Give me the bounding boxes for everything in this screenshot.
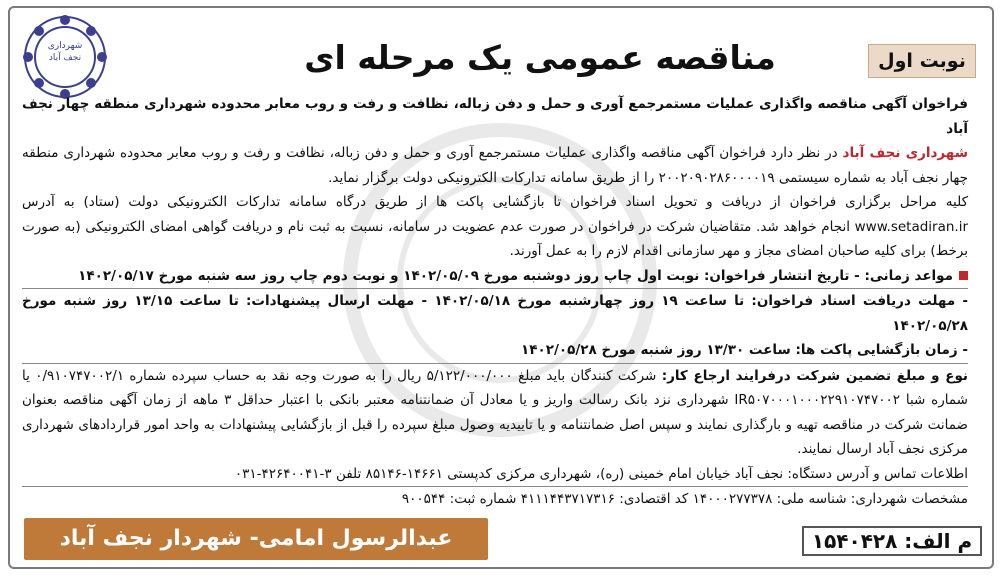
guarantee-text-1: شرکت کنندگان باید مبلغ ۵/۱۲۲/۰۰۰/۰۰۰ ریال را به صورت وجه نقد به حساب سپرده شماره ۰/۹۱۰۷۴۷۰۰۲/۱ یا شماره شبا bbox=[22, 367, 968, 408]
reference-number: م الف: ۱۵۴۰۴۲۸ bbox=[802, 526, 982, 556]
headline: فراخوان آگهی مناقصه واگذاری عملیات مستمرجمع آوری و حمل و دفن زباله، نظافت و رفت و روب معابر محدوده شهرداری منطقه چهار نجف آباد bbox=[22, 96, 968, 137]
paragraph-1-text-2: منطقه چهار نجف آباد به شماره سیستمی ۲۰۰۲۰۹۰۲۸۶۰۰۰۰۱۹ را از طریق سامانه تدارکات الکترونیکی دولت برگزار نماید. bbox=[22, 145, 968, 186]
red-square-bullet-icon bbox=[959, 271, 968, 280]
paragraph-1 bbox=[22, 141, 968, 190]
turn-badge: نوبت اول bbox=[868, 44, 976, 78]
docs-deadline: - مهلت دریافت اسناد فراخوان: تا ساعت ۱۹ روز چهارشنبه مورخ ۱۴۰۲/۰۵/۱۸ bbox=[434, 293, 969, 309]
municipality-specs: مشخصات شهرداری: شناسه ملی: ۱۴۰۰۰۲۷۷۳۷۸ کد اقتصادی: ۴۱۱۱۴۴۳۷۱۷۳۱۶ شماره ثبت: ۹۰۰۵۴۴ bbox=[401, 491, 968, 507]
dates-heading: مواعد زمانی: bbox=[864, 267, 953, 284]
organization-name: شهرداری نجف آباد bbox=[842, 145, 968, 161]
bids-deadline: - مهلت ارسال پیشنهادات: تا ساعت ۱۳/۱۵ روز شنبه مورخ ۱۴۰۲/۰۵/۲۸ bbox=[22, 293, 968, 334]
guarantee-paragraph bbox=[22, 364, 968, 462]
logo-line-1: شهرداری bbox=[47, 41, 83, 51]
paragraph-2-text-3: (به صورت برخط) برای کلیه صاحبان امضای مجاز و مهر سازمانی اقدام لازم را به عمل آورند. bbox=[22, 218, 968, 259]
paragraph-1-text-1: در نظر دارد فراخوان آگهی مناقصه واگذاری عملیات مستمرجمع آوری و حمل و دفن زباله، نظافت و رفت و روب معابر محدوده شهرداری bbox=[63, 145, 843, 161]
paragraph-2-text-1: کلیه مراحل برگزاری فراخوان از دریافت و تحویل اسناد فراخوان تا بازگشایی پاکت ها از طریق درگاه سامانه تدارکات الکترونیکی دولت (ستاد) به آدرس bbox=[22, 194, 968, 210]
guarantee-text-2: IR۵۰۷۰۰۰۱۰۰۰۲۲۹۱۰۷۴۷۰۰۲ شهرداری نزد بانک رسالت واریز و یا معادل آن ضمانتنامه معتبر بانکی با اعتبار حداقل ۳ ماهه از زمان آگهی مناقصه بعنوان ضمانت شرکت در مناقصه bbox=[22, 392, 969, 433]
paragraph-2 bbox=[22, 190, 968, 264]
logo-caption bbox=[22, 40, 108, 64]
dates-line-1 bbox=[22, 264, 968, 290]
signature-bar: عبدالرسول امامی- شهردار نجف آباد bbox=[24, 518, 488, 560]
publish-dates: - تاریخ انتشار فراخوان: نوبت اول چاپ روز دوشنبه مورخ ۱۴۰۲/۰۵/۰۹ و نوبت دوم چاپ روز سه شنبه مورخ ۱۴۰۲/۰۵/۱۷ bbox=[78, 267, 865, 284]
guarantee-heading: نوع و مبلغ تضمین شرکت درفرایند ارجاع کار: bbox=[661, 367, 968, 384]
page-title: مناقصه عمومی یک مرحله ای bbox=[304, 38, 776, 77]
advertisement-body bbox=[22, 92, 968, 512]
dates-line-2 bbox=[22, 289, 968, 338]
logo-line-2: نجف آباد bbox=[48, 53, 82, 63]
setadiran-link[interactable]: www.setadiran.ir bbox=[854, 218, 969, 235]
guarantee-text-3: تهیه و بارگذاری نمایند و سپس اصل ضمانتنامه و یا تاییدیه وصول مبلغ سپرده را قبل از بازگشایی پیشنهادات به واحد امور قراردادهای شهرداری مرکزی نجف آباد ارسال نمایند. bbox=[22, 416, 968, 457]
contact-info: اطلاعات تماس و آدرس دستگاه: نجف آباد خیابان امام خمینی (ره)، شهرداری مرکزی کدپستی ۱۴۶۶۱-۸۵۱۴۶ تلفن ۳-۴۲۶۴۰۰۴۱-۰۳۱ bbox=[22, 462, 968, 488]
opening-time: - زمان بازگشایی پاکت ها: ساعت ۱۳/۳۰ روز شنبه مورخ ۱۴۰۲/۰۵/۲۸ bbox=[22, 338, 968, 364]
paragraph-2-text-2: انجام خواهد شد. متقاضیان شرکت در فراخوان در صورت عدم عضویت در سامانه، نسبت به ثبت نام و دریافت گواهی امضای الکترونیکی bbox=[85, 218, 855, 235]
